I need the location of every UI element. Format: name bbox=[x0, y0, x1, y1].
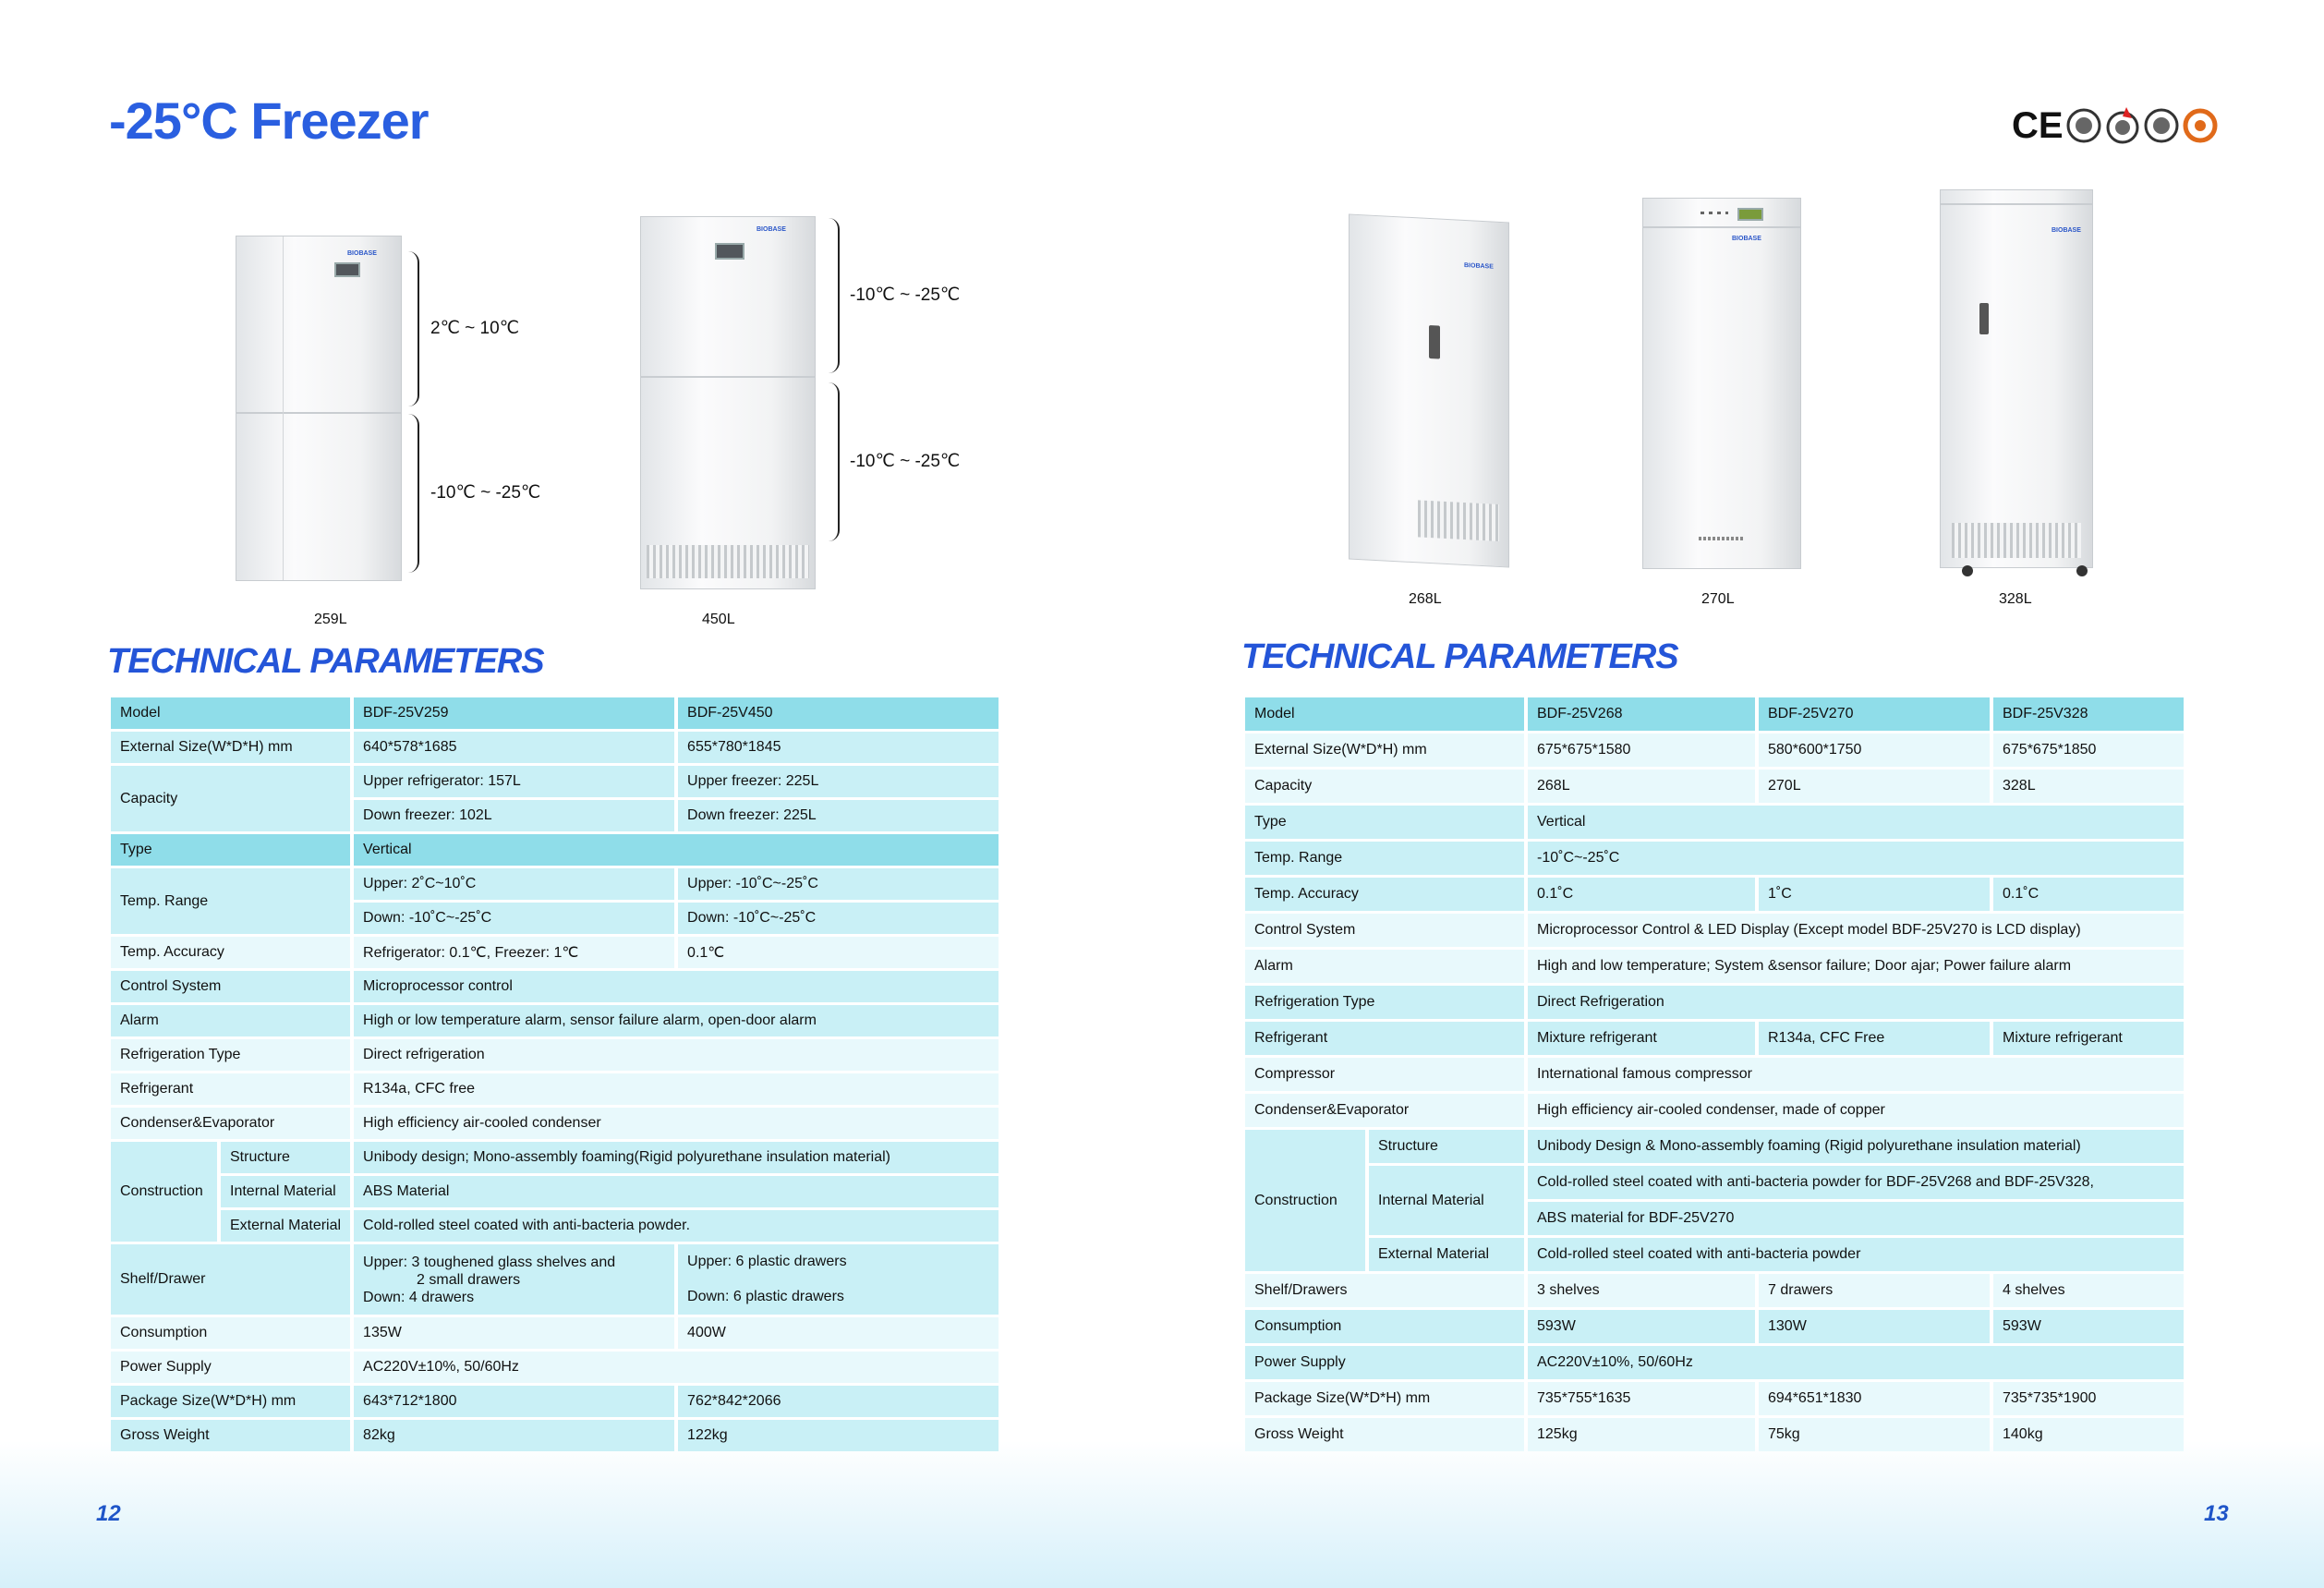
temp-range-lower: -10℃ ~ -25℃ bbox=[430, 483, 541, 503]
table-row: Model BDF-25V259 BDF-25V450 bbox=[111, 697, 999, 729]
table-row: Alarm High or low temperature alarm, sensor failure alarm, open-door alarm bbox=[111, 1005, 999, 1036]
brand-logo: BIOBASE bbox=[1464, 261, 1494, 271]
capacity-label: 270L bbox=[1701, 591, 1735, 607]
table-row: Control System Microprocessor control bbox=[111, 971, 999, 1002]
brace-upper bbox=[829, 218, 840, 373]
table-row: Alarm High and low temperature; System &sensor failure; Door ajar; Power failure alarm bbox=[1245, 950, 2184, 983]
table-row: Capacity Upper refrigerator: 157L Upper freezer: 225L bbox=[111, 766, 999, 797]
table-row: Capacity 268L 270L 328L bbox=[1245, 770, 2184, 803]
table-row: ABS material for BDF-25V270 bbox=[1245, 1202, 2184, 1235]
table-row: Power Supply AC220V±10%, 50/60Hz bbox=[111, 1352, 999, 1383]
table-row: Type Vertical bbox=[111, 834, 999, 866]
table-row: Condenser&Evaporator High efficiency air-cooled condenser, made of copper bbox=[1245, 1094, 2184, 1127]
section-title: TECHNICAL PARAMETERS bbox=[107, 642, 544, 681]
capacity-label: 450L bbox=[702, 612, 735, 627]
certified-mark-icon bbox=[2182, 105, 2219, 146]
iso13485-icon bbox=[2143, 105, 2180, 146]
table-row: Type Vertical bbox=[1245, 806, 2184, 839]
table-row: Internal Material ABS Material bbox=[111, 1176, 999, 1207]
table-row: Refrigerant Mixture refrigerant R134a, CFC Free Mixture refrigerant bbox=[1245, 1022, 2184, 1055]
table-row: Power Supply AC220V±10%, 50/60Hz bbox=[1245, 1346, 2184, 1379]
table-row: Construction Structure Unibody Design & Mono-assembly foaming (Rigid polyurethane insulation material) bbox=[1245, 1130, 2184, 1163]
table-row: Consumption 593W 130W 593W bbox=[1245, 1310, 2184, 1343]
section-title: TECHNICAL PARAMETERS bbox=[1241, 637, 1678, 676]
spec-table bbox=[107, 695, 1002, 1454]
capacity-label: 328L bbox=[1999, 591, 2032, 607]
table-row: Shelf/Drawers 3 shelves 7 drawers 4 shelves bbox=[1245, 1274, 2184, 1307]
table-row: Temp. Accuracy 0.1˚C 1˚C 0.1˚C bbox=[1245, 878, 2184, 911]
table-row: Refrigeration Type Direct refrigeration bbox=[111, 1039, 999, 1071]
brand-logo: BIOBASE bbox=[1732, 236, 1761, 242]
brand-logo: BIOBASE bbox=[757, 226, 786, 233]
brace-upper bbox=[408, 251, 419, 406]
table-row: External Size(W*D*H) mm 640*578*1685 655*780*1845 bbox=[111, 732, 999, 763]
table-row: Shelf/Drawer Upper: 3 toughened glass shelves and 2 small drawers Down: 4 drawers Upper: 6 plastic drawers Down: 6 plastic drawers bbox=[111, 1244, 999, 1315]
table-row: Package Size(W*D*H) mm 643*712*1800 762*842*2066 bbox=[111, 1386, 999, 1417]
right-page bbox=[1162, 0, 2324, 1588]
brand-logo: BIOBASE bbox=[347, 250, 377, 257]
table-row: Refrigeration Type Direct Refrigeration bbox=[1245, 986, 2184, 1019]
table-row: Internal Material Cold-rolled steel coated with anti-bacteria powder for BDF-25V268 and BDF-25V328, bbox=[1245, 1166, 2184, 1199]
table-row: Model BDF-25V268 BDF-25V270 BDF-25V328 bbox=[1245, 697, 2184, 731]
table-row: External Material Cold-rolled steel coated with anti-bacteria powder bbox=[1245, 1238, 2184, 1271]
page-title: -25°C Freezer bbox=[109, 91, 429, 150]
page-number: 13 bbox=[2204, 1501, 2229, 1526]
iso9001-icon bbox=[2065, 105, 2102, 146]
table-row: Temp. Range Upper: 2˚C~10˚C Upper: -10˚C~-25˚C bbox=[111, 868, 999, 900]
iso14001-icon bbox=[2104, 105, 2141, 146]
page-number: 12 bbox=[96, 1501, 121, 1526]
spec-table bbox=[1241, 695, 2187, 1454]
capacity-label: 259L bbox=[314, 612, 347, 627]
ce-mark-icon: CE bbox=[2012, 105, 2064, 146]
table-row: Condenser&Evaporator High efficiency air-cooled condenser bbox=[111, 1108, 999, 1139]
table-row: Down freezer: 102L Down freezer: 225L bbox=[111, 800, 999, 831]
temp-range-upper: 2℃ ~ 10℃ bbox=[430, 319, 520, 338]
table-row: External Material Cold-rolled steel coated with anti-bacteria powder. bbox=[111, 1210, 999, 1242]
table-row: Temp. Accuracy Refrigerator: 0.1℃, Freezer: 1℃ 0.1℃ bbox=[111, 937, 999, 968]
table-row: Refrigerant R134a, CFC free bbox=[111, 1073, 999, 1105]
brace-lower bbox=[408, 414, 419, 573]
table-row: Construction Structure Unibody design; Mono-assembly foaming(Rigid polyurethane insulation material) bbox=[111, 1142, 999, 1173]
table-row: Gross Weight 125kg 75kg 140kg bbox=[1245, 1418, 2184, 1451]
capacity-label: 268L bbox=[1409, 591, 1442, 607]
table-row: External Size(W*D*H) mm 675*675*1580 580*600*1750 675*675*1850 bbox=[1245, 733, 2184, 767]
temp-range-upper: -10℃ ~ -25℃ bbox=[850, 285, 961, 305]
table-row: Down: -10˚C~-25˚C Down: -10˚C~-25˚C bbox=[111, 903, 999, 934]
table-row: Control System Microprocessor Control & LED Display (Except model BDF-25V270 is LCD display) bbox=[1245, 914, 2184, 947]
temp-range-lower: -10℃ ~ -25℃ bbox=[850, 452, 961, 471]
table-row: Temp. Range -10˚C~-25˚C bbox=[1245, 842, 2184, 875]
table-row: Package Size(W*D*H) mm 735*755*1635 694*651*1830 735*735*1900 bbox=[1245, 1382, 2184, 1415]
brace-lower bbox=[829, 382, 840, 541]
table-row: Compressor International famous compressor bbox=[1245, 1058, 2184, 1091]
table-row: Gross Weight 82kg 122kg bbox=[111, 1420, 999, 1451]
table-row: Consumption 135W 400W bbox=[111, 1317, 999, 1349]
brand-logo: BIOBASE bbox=[2052, 227, 2081, 234]
